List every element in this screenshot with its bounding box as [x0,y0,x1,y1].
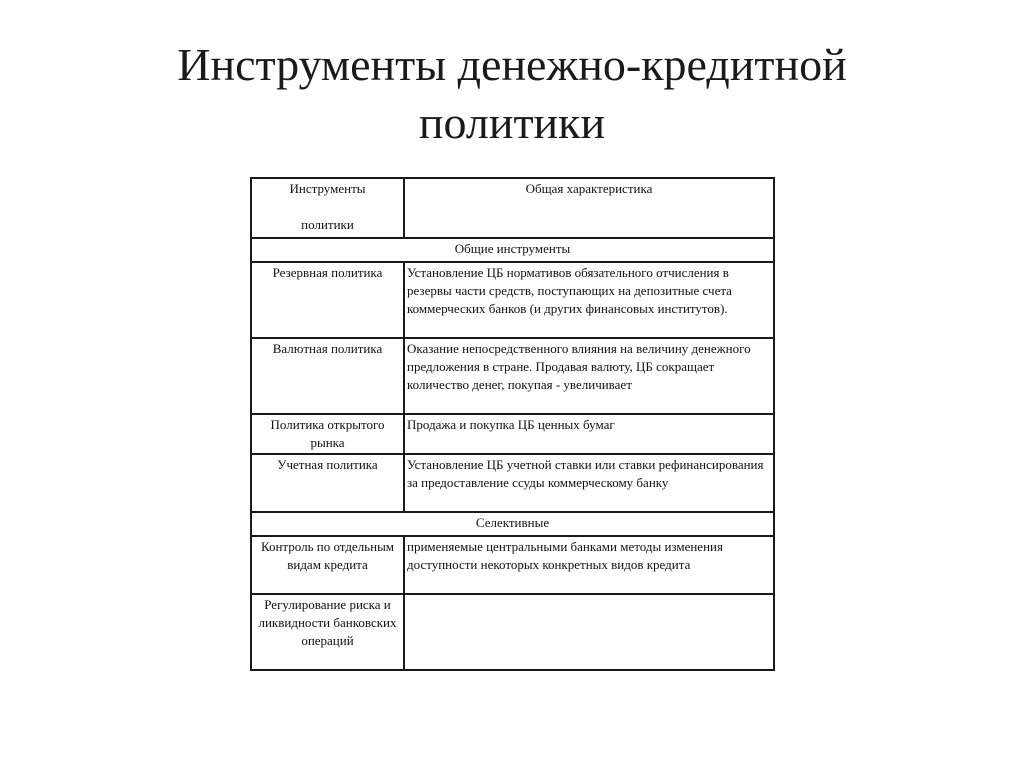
header-instruments [251,178,404,238]
header-instruments-line-1: Инструменты [289,181,366,196]
table-row [251,338,774,414]
slide-title [0,36,1024,152]
instrument-description: Установление ЦБ нормативов обязательного отчисления в резервы части средств, поступающих на депозитные счета коммерческих банков (и других финансовых институтов). [404,262,774,338]
instrument-description: применяемые центральными банками методы изменения доступности некоторых конкретных видов кредита [404,536,774,594]
table-row [251,262,774,338]
instrument-name: Политика открытого рынка [251,414,404,454]
instrument-description: Продажа и покупка ЦБ ценных бумаг [404,414,774,454]
instrument-name: Учетная политика [251,454,404,512]
table-row [251,594,774,670]
header-characteristic: Общая характеристика [404,178,774,238]
instrument-name: Контроль по отдельным видам кредита [251,536,404,594]
table-header-row [251,178,774,238]
instrument-description: Оказание непосредственного влияния на величину денежного предложения в стране. Продавая валюту, ЦБ сокращает количество денег, покупая - увеличивает [404,338,774,414]
section-general-label: Общие инструменты [251,238,774,262]
instruments-table [250,177,775,671]
table-row [251,454,774,512]
section-row-general [251,238,774,262]
section-selective-label: Селективные [251,512,774,536]
instrument-description: Установление ЦБ учетной ставки или ставки рефинансирования за предоставление ссуды коммерческому банку [404,454,774,512]
instrument-description [404,594,774,670]
slide-title-line-2: политики [418,97,606,148]
header-instruments-line-2: политики [301,217,354,232]
table-row [251,414,774,454]
slide-title-line-1: Инструменты денежно-кредитной [177,39,847,90]
instrument-name: Регулирование риска и ликвидности банковских операций [251,594,404,670]
section-row-selective [251,512,774,536]
instrument-name: Валютная политика [251,338,404,414]
instrument-name: Резервная политика [251,262,404,338]
table-row [251,536,774,594]
